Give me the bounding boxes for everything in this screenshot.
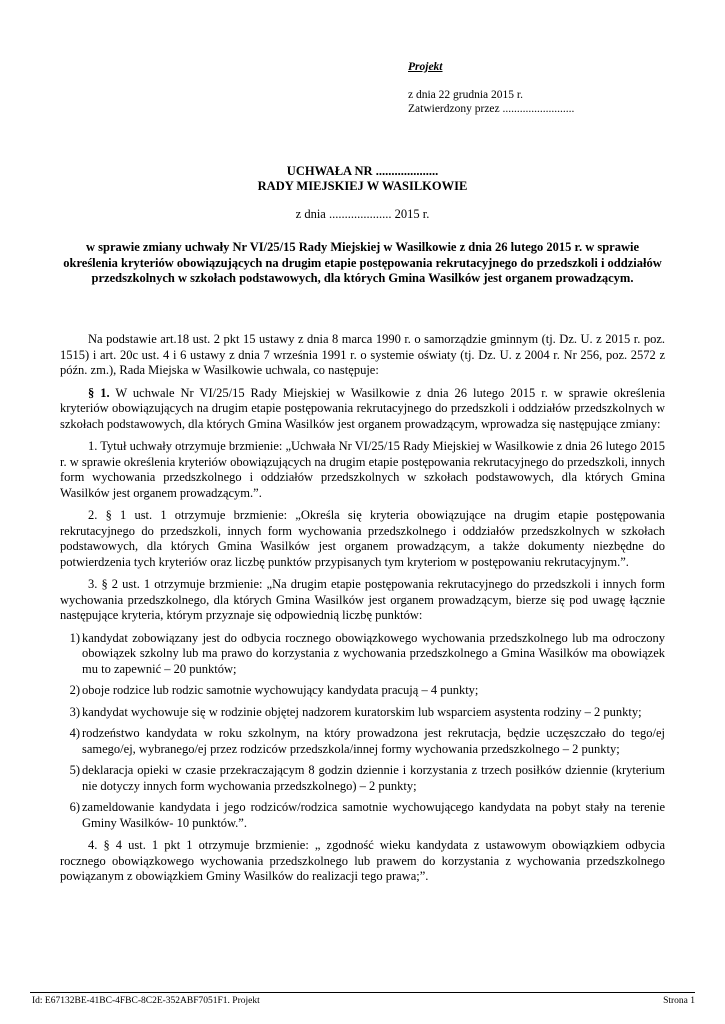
paragraph-mark: § 1. bbox=[88, 385, 110, 400]
header-approved: Zatwierdzony przez ......................... bbox=[408, 103, 575, 115]
criteria-num: 2) bbox=[69, 683, 80, 697]
resolution-title bbox=[0, 164, 725, 194]
criteria-num: 6) bbox=[69, 800, 80, 814]
criteria-item bbox=[60, 726, 665, 757]
criteria-item bbox=[60, 705, 665, 721]
criteria-text: kandydat wychowuje się w rodzinie objętej nadzorem kuratorskim lub wsparciem asystenta rodziny – 2 punkty; bbox=[82, 704, 642, 719]
criteria-item bbox=[60, 631, 665, 678]
amendment-3: 3. § 2 ust. 1 otrzymuje brzmienie: „Na drugim etapie postępowania rekrutacyjnego do przedszkoli i innych form wychowania przedszkolnego, dla których Gmina Wasilków jest organem prowadzącym, bierze się pod uwagę łącznie następujące kryteria, którym przyznaje się odpowiednią liczbę punktów: bbox=[60, 577, 665, 622]
footer-divider bbox=[30, 992, 695, 993]
criteria-list bbox=[60, 631, 665, 832]
criteria-item bbox=[60, 763, 665, 794]
projekt-label: Projekt bbox=[408, 61, 443, 73]
amendment-4: 4. § 4 ust. 1 pkt 1 otrzymuje brzmienie: „ zgodność wieku kandydata z ustawowym obowiązkiem odbycia rocznego obowiązkowego wychowania przedszkolnego lub prawem do korzystania z wychowania przedszkolnego powiązanym z obowiązkiem Gminy Wasilków do realizacji tego prawa;”. bbox=[60, 838, 665, 883]
criteria-text: deklaracja opieki w czasie przekraczającym 8 godzin dziennie i korzystania z trzech posiłków dziennie (kryterium nie dotyczy innych form wychowania przedszkolnego) – 2 punkty; bbox=[82, 763, 665, 793]
paragraph-1-text: W uchwale Nr VI/25/15 Rady Miejskiej w Wasilkowie z dnia 26 lutego 2015 r. w sprawie określenia kryteriów obowiązujących na drugim etapie postępowania rekrutacyjnego do przedszkoli i oddziałów przedszkolnych w szkołach podstawowych, dla których Gmina Wasilków jest organem prowadzącym, wprowadza się następujące zmiany: bbox=[60, 385, 665, 431]
title-line-2: RADY MIEJSKIEJ W WASILKOWIE bbox=[257, 179, 468, 193]
document-body bbox=[60, 332, 665, 892]
criteria-text: kandydat zobowiązany jest do odbycia rocznego obowiązkowego wychowania przedszkolnego lub ma odroczony obowiązek szkolny lub ma prawo do korzystania z wychowania przedszkolnego a Gmina Wasilków ma obowiązek mu to zapewnić – 20 punktów; bbox=[82, 630, 665, 676]
criteria-item bbox=[60, 800, 665, 831]
amendment-2: 2. § 1 ust. 1 otrzymuje brzmienie: „Określa się kryteria obowiązujące na drugim etapie postępowania rekrutacyjnego do przedszkoli, innych form wychowania przedszkolnego i oddziałów przedszkolnych w szkołach podstawowych, dla których Gmina Wasilków jest organem prowadzącym, a także dokumenty niezbędne do potwierdzenia tych kryteriów oraz liczbę punktów przypisanych tym kryteriom w postępowaniu rekrutacyjnym.”. bbox=[60, 508, 665, 569]
footer-page-number: Strona 1 bbox=[663, 996, 695, 1006]
title-line-1: UCHWAŁA NR .................... bbox=[286, 164, 439, 178]
document-header bbox=[408, 60, 574, 117]
footer-document-id: Id: E67132BE-41BC-4FBC-8C2E-352ABF7051F1. Projekt bbox=[32, 996, 260, 1006]
criteria-text: oboje rodzice lub rodzic samotnie wychowujący kandydata pracują – 4 punkty; bbox=[82, 683, 479, 697]
resolution-date: z dnia .................... 2015 r. bbox=[295, 207, 430, 221]
criteria-item bbox=[60, 683, 665, 699]
criteria-text: zameldowanie kandydata i jego rodziców/rodzica samotnie wychowującego kandydata na pobyt stały na terenie Gminy Wasilków- 10 punktów.”. bbox=[82, 800, 665, 830]
paragraph-1 bbox=[60, 386, 665, 433]
resolution-subject: w sprawie zmiany uchwały Nr VI/25/15 Rady Miejskiej w Wasilkowie z dnia 26 lutego 2015 r. w sprawie określenia kryteriów obowiązujących na drugim etapie postępowania rekrutacyjnego do przedszkoli i oddziałów przedszkolnych w szkołach podstawowych, dla których Gmina Wasilków jest organem prowadzącym. bbox=[63, 240, 662, 285]
header-date: z dnia 22 grudnia 2015 r. bbox=[408, 88, 523, 101]
criteria-text: rodzeństwo kandydata w roku szkolnym, na który prowadzona jest rekrutacja, będzie uczęszczało do tego/ej samego/ej, wybranego/ej przez rodziców przedszkola/innej formy wychowania przedszkolnego – 2 punkty; bbox=[82, 726, 665, 756]
criteria-num: 1) bbox=[69, 630, 80, 645]
amendment-1: 1. Tytuł uchwały otrzymuje brzmienie: „Uchwała Nr VI/25/15 Rady Miejskiej w Wasilkowie z dnia 26 lutego 2015 r. w sprawie określenia kryteriów obowiązujących na drugim etapie postępowania rekrutacyjnego do przedszkoli, innych form wychowania przedszkolnego i oddziałów przedszkolnych w szkołach podstawowych, dla których Gmina Wasilków jest organem prowadzącym.”. bbox=[60, 439, 666, 500]
criteria-num: 5) bbox=[69, 763, 80, 777]
preamble: Na podstawie art.18 ust. 2 pkt 15 ustawy z dnia 8 marca 1990 r. o samorządzie gminnym (tj. Dz. U. z 2015 r. poz. 1515) i art. 20c ust. 4 i 6 ustawy z dnia 7 września 1991 r. o systemie oświaty (tj. Dz. U. z 2004 r. Nr 256, poz. 2572 z późn. zm.), Rada Miejska w Wasilkowie uchwala, co następuje: bbox=[60, 332, 665, 377]
criteria-num: 4) bbox=[69, 726, 80, 740]
criteria-num: 3) bbox=[69, 704, 80, 719]
